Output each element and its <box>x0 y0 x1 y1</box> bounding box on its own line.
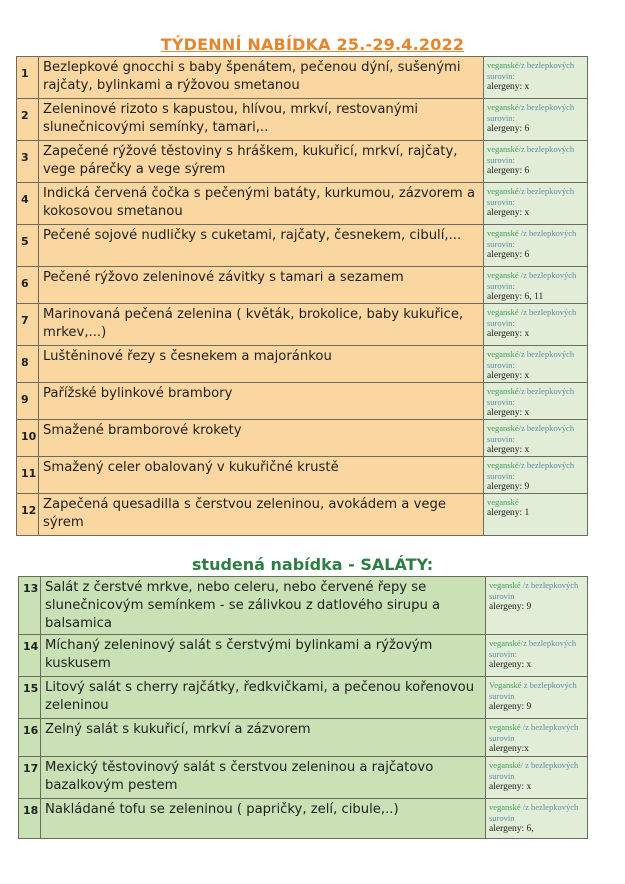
allergens <box>487 328 585 340</box>
dish-name: Marinovaná pečená zelenina ( květák, brokolice, baby kukuřice, mrkev,...) <box>39 304 484 346</box>
menu-row <box>17 141 588 183</box>
item-number: 5 <box>17 225 39 267</box>
allergens-label: alergeny <box>489 660 522 670</box>
allergens-label: alergeny <box>487 124 520 134</box>
menu-row <box>17 267 588 304</box>
item-number: 12 <box>17 494 39 536</box>
gluten-free-label: /z bezlepkových surovin: <box>487 102 575 123</box>
dietary-info <box>486 799 588 839</box>
vegan-label: veganské <box>487 102 519 112</box>
cold-menu-table <box>18 576 588 839</box>
vegan-label: veganské <box>487 186 519 196</box>
gluten-free-label: /z bezlepkových surovin: <box>487 386 575 407</box>
vegan-label: veganské <box>487 349 519 359</box>
item-number: 18 <box>19 799 41 839</box>
gluten-free-label: / z bezlepkových surovin <box>489 760 579 781</box>
vegan-label: veganské <box>487 307 519 317</box>
dish-name: Smažený celer obalovaný v kukuřičné krustě <box>39 457 484 494</box>
vegan-label: veganské <box>489 722 521 732</box>
vegan-label: veganské <box>489 580 521 590</box>
menu-row <box>17 383 588 420</box>
dietary-info <box>484 183 588 225</box>
dietary-info <box>486 635 588 677</box>
vegan-label: veganské <box>487 423 519 433</box>
page-title: TÝDENNÍ NABÍDKA 25.-29.4.2022 <box>160 35 465 54</box>
allergens-value: : 9 <box>521 602 532 612</box>
item-number: 13 <box>19 577 41 635</box>
item-number: 15 <box>19 677 41 719</box>
allergens-label: alergeny <box>487 508 520 518</box>
vegan-label: veganské <box>487 386 519 396</box>
allergens-label: alergeny <box>489 744 522 754</box>
dietary-info <box>484 99 588 141</box>
menu-row <box>17 457 588 494</box>
allergens-label: alergeny <box>489 824 522 834</box>
allergens-label: alergeny <box>487 82 520 92</box>
menu-row <box>17 346 588 383</box>
gluten-free-label: /z bezlepkových surovin: <box>487 460 575 481</box>
dietary-info <box>484 420 588 457</box>
allergens-label: alergeny <box>487 371 520 381</box>
item-number: 7 <box>17 304 39 346</box>
vegan-label: veganské <box>489 802 521 812</box>
dish-name: Salát z čerstvé mrkve, nebo celeru, nebo červené řepy se slunečnicovým semínkem - se zálivkou z datlového sirupu a balsamica <box>41 577 486 635</box>
cold-title-left: studená nabídka <box>191 555 343 574</box>
dish-name: Zapečená quesadilla s čerstvou zeleninou, avokádem a vege sýrem <box>39 494 484 536</box>
dish-name: Zapečené rýžové těstoviny s hráškem, kukuřicí, mrkví, rajčaty, vege párečky a vege sýrem <box>39 141 484 183</box>
allergens-label: alergeny <box>487 166 520 176</box>
menu-row <box>19 757 588 799</box>
menu-row <box>17 420 588 457</box>
allergens-label: alergeny <box>487 208 520 218</box>
allergens <box>489 823 585 835</box>
item-number: 10 <box>17 420 39 457</box>
allergens-label: alergeny <box>487 408 520 418</box>
allergens <box>487 123 585 135</box>
cold-title-dash: - <box>348 555 355 574</box>
allergens-value: : x <box>521 660 532 670</box>
dietary-info <box>484 494 588 536</box>
hot-menu-table <box>16 56 588 536</box>
allergens <box>489 601 585 613</box>
dietary-info <box>486 757 588 799</box>
gluten-free-label: /z bezlepkových surovin <box>489 580 579 601</box>
vegan-label: veganské <box>487 460 519 470</box>
item-number: 8 <box>17 346 39 383</box>
cold-section-title <box>0 555 625 575</box>
allergens-value: : x <box>519 329 530 339</box>
gluten-free-label: /z bezlepkových surovin: <box>487 349 575 370</box>
dietary-info <box>486 719 588 757</box>
dish-name: Luštěninové řezy s česnekem a majoránkou <box>39 346 484 383</box>
allergens <box>487 81 585 93</box>
vegan-label: Veganské <box>489 680 522 690</box>
menu-row <box>17 99 588 141</box>
allergens <box>487 207 585 219</box>
allergens-label: alergeny <box>487 292 520 302</box>
item-number: 6 <box>17 267 39 304</box>
gluten-free-label: /z bezlepkových surovin: <box>487 307 577 328</box>
allergens <box>489 659 585 671</box>
allergens <box>487 249 585 261</box>
allergens-value: : 6 <box>519 124 530 134</box>
dietary-info <box>484 457 588 494</box>
allergens-label: alergeny <box>489 782 522 792</box>
allergens-label: alergeny <box>489 602 522 612</box>
allergens <box>489 743 585 755</box>
allergens <box>489 781 585 793</box>
menu-row <box>19 677 588 719</box>
allergens-value: : x <box>519 208 530 218</box>
gluten-free-label: /z bezlepkových surovin <box>489 722 579 743</box>
item-number: 3 <box>17 141 39 183</box>
item-number: 11 <box>17 457 39 494</box>
dish-name: Pařížské bylinkové brambory <box>39 383 484 420</box>
allergens-value: : x <box>519 371 530 381</box>
vegan-label: veganské <box>489 760 521 770</box>
gluten-free-label: /z bezlepkových surovin: <box>489 638 577 659</box>
gluten-free-label: /z bezlepkových surovin: <box>487 270 577 291</box>
dish-name: Litový salát s cherry rajčátky, ředkvičkami, a pečenou kořenovou zeleninou <box>41 677 486 719</box>
dish-name: Mexický těstovinový salát s čerstvou zeleninou a rajčatovo bazalkovým pestem <box>41 757 486 799</box>
gluten-free-label: /z bezlepkových surovin: <box>487 144 575 165</box>
dish-name: Pečené rýžovo zeleninové závitky s tamari a sezamem <box>39 267 484 304</box>
dish-name: Pečené sojové nudličky s cuketami, rajčaty, česnekem, cibulí,... <box>39 225 484 267</box>
allergens <box>487 481 585 493</box>
allergens-label: alergeny <box>489 702 522 712</box>
item-number: 9 <box>17 383 39 420</box>
allergens <box>487 291 585 303</box>
dish-name: Smažené bramborové krokety <box>39 420 484 457</box>
allergens <box>487 507 585 519</box>
allergens-value: : 1 <box>519 508 530 518</box>
vegan-label: veganské <box>487 497 519 507</box>
item-number: 14 <box>19 635 41 677</box>
allergens-value: : 6, 11 <box>519 292 544 302</box>
vegan-label: veganské <box>487 144 519 154</box>
allergens <box>489 701 585 713</box>
allergens-value: : x <box>521 782 532 792</box>
item-number: 16 <box>19 719 41 757</box>
dietary-info <box>484 267 588 304</box>
dish-name: Zelný salát s kukuřicí, mrkví a zázvorem <box>41 719 486 757</box>
gluten-free-label: /z bezlepkových surovin <box>489 802 579 823</box>
allergens-value: : 6, <box>521 824 534 834</box>
allergens-label: alergeny <box>487 445 520 455</box>
menu-row <box>17 304 588 346</box>
allergens-value: : 6 <box>519 166 530 176</box>
menu-row <box>17 225 588 267</box>
allergens-label: alergeny <box>487 329 520 339</box>
menu-row <box>19 577 588 635</box>
menu-row <box>17 183 588 225</box>
gluten-free-label: /z bezlepkových surovin: <box>487 186 575 207</box>
menu-row <box>19 635 588 677</box>
allergens <box>487 165 585 177</box>
allergens-label: alergeny <box>487 482 520 492</box>
dietary-info <box>484 383 588 420</box>
menu-row <box>19 719 588 757</box>
item-number: 1 <box>17 57 39 99</box>
dish-name: Indická červená čočka s pečenými batáty, kurkumou, zázvorem a kokosovou smetanou <box>39 183 484 225</box>
dish-name: Míchaný zeleninový salát s čerstvými bylinkami a rýžovým kuskusem <box>41 635 486 677</box>
allergens <box>487 407 585 419</box>
dietary-info <box>486 677 588 719</box>
allergens-value: : x <box>519 408 530 418</box>
allergens-value: : 6 <box>519 250 530 260</box>
vegan-label: veganské <box>487 228 519 238</box>
allergens-value: :x <box>521 744 529 754</box>
gluten-free-label: /z bezlepkových surovin: <box>487 60 575 81</box>
item-number: 4 <box>17 183 39 225</box>
dietary-info <box>484 57 588 99</box>
allergens-value: : 9 <box>519 482 530 492</box>
menu-row <box>17 494 588 536</box>
allergens-value: : 9 <box>521 702 532 712</box>
dish-name: Nakládané tofu se zeleninou ( papričky, zelí, cibule,..) <box>41 799 486 839</box>
dietary-info <box>484 141 588 183</box>
gluten-free-label: /z bezlepkových surovin: <box>487 228 577 249</box>
gluten-free-label: /z bezlepkových surovin: <box>487 423 575 444</box>
menu-row <box>17 57 588 99</box>
gluten-free-label: z bezlepkových surovin <box>489 680 577 701</box>
vegan-label: veganské <box>487 60 519 70</box>
allergens-value: : x <box>519 82 530 92</box>
vegan-label: veganské <box>487 270 519 280</box>
dietary-info <box>486 577 588 635</box>
item-number: 2 <box>17 99 39 141</box>
vegan-label: veganské <box>489 638 521 648</box>
dietary-info <box>484 346 588 383</box>
dietary-info <box>484 304 588 346</box>
allergens-label: alergeny <box>487 250 520 260</box>
item-number: 17 <box>19 757 41 799</box>
allergens <box>487 370 585 382</box>
allergens <box>487 444 585 456</box>
allergens-value: : x <box>519 445 530 455</box>
dish-name: Zeleninové rizoto s kapustou, hlívou, mrkví, restovanými slunečnicovými semínky, tamari,.. <box>39 99 484 141</box>
dish-name: Bezlepkové gnocchi s baby špenátem, pečenou dýní, sušenými rajčaty, bylinkami a rýžovou smetanou <box>39 57 484 99</box>
menu-row <box>19 799 588 839</box>
dietary-info <box>484 225 588 267</box>
cold-title-right: SALÁTY: <box>360 555 434 574</box>
